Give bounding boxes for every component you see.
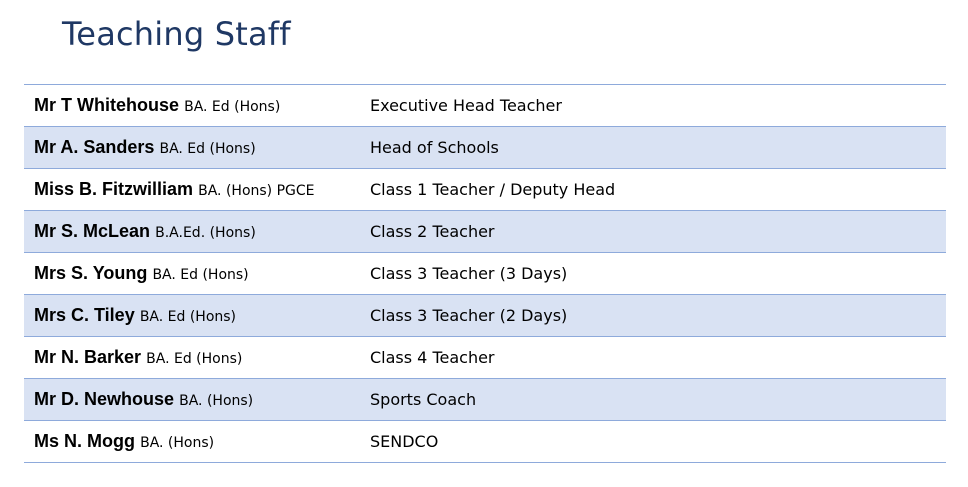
staff-qualifications: B.A.Ed. (Hons) xyxy=(155,225,256,241)
table-row xyxy=(24,169,946,211)
table-row xyxy=(24,337,946,379)
staff-table xyxy=(24,84,946,463)
staff-role: Class 2 Teacher xyxy=(370,222,495,241)
staff-role: Class 3 Teacher (2 Days) xyxy=(370,306,568,325)
staff-name: Miss B. Fitzwilliam xyxy=(34,179,194,199)
staff-name-cell xyxy=(24,379,360,421)
staff-role: Class 4 Teacher xyxy=(370,348,495,367)
staff-qualifications: BA. Ed (Hons) xyxy=(159,141,256,157)
staff-name: Mrs C. Tiley xyxy=(34,305,135,325)
staff-name: Mr T Whitehouse xyxy=(34,95,179,115)
staff-name: Mr D. Newhouse xyxy=(34,389,175,409)
table-row xyxy=(24,253,946,295)
page-title: Teaching Staff xyxy=(62,15,291,53)
staff-name: Ms N. Mogg xyxy=(34,431,135,451)
staff-name-cell xyxy=(24,421,360,463)
staff-role: Executive Head Teacher xyxy=(370,96,562,115)
staff-role: Class 3 Teacher (3 Days) xyxy=(370,264,568,283)
staff-role: SENDCO xyxy=(370,432,439,451)
staff-role: Sports Coach xyxy=(370,390,477,409)
table-row xyxy=(24,379,946,421)
staff-qualifications: BA. Ed (Hons) xyxy=(139,309,237,325)
staff-name: Mrs S. Young xyxy=(34,263,148,283)
staff-name-cell xyxy=(24,253,360,295)
staff-role: Class 1 Teacher / Deputy Head xyxy=(370,180,616,199)
staff-qualifications: BA. Ed (Hons) xyxy=(146,351,243,367)
table-row xyxy=(24,211,946,253)
staff-name: Mr A. Sanders xyxy=(34,137,155,157)
table-row xyxy=(24,295,946,337)
staff-name-cell xyxy=(24,85,360,127)
table-row xyxy=(24,127,946,169)
staff-qualifications: BA. Ed (Hons) xyxy=(184,99,281,115)
staff-qualifications: BA. (Hons) PGCE xyxy=(198,183,315,199)
staff-name: Mr N. Barker xyxy=(34,347,142,367)
staff-qualifications: BA. Ed (Hons) xyxy=(152,267,249,283)
staff-role: Head of Schools xyxy=(370,138,499,157)
staff-name-cell xyxy=(24,127,360,169)
staff-name-cell xyxy=(24,337,360,379)
staff-name: Mr S. McLean xyxy=(34,221,151,241)
staff-qualifications: BA. (Hons) xyxy=(140,435,215,451)
staff-name-cell xyxy=(24,295,360,337)
staff-name-cell xyxy=(24,211,360,253)
staff-name-cell xyxy=(24,169,360,211)
table-row xyxy=(24,421,946,463)
table-row xyxy=(24,85,946,127)
staff-qualifications: BA. (Hons) xyxy=(179,393,254,409)
